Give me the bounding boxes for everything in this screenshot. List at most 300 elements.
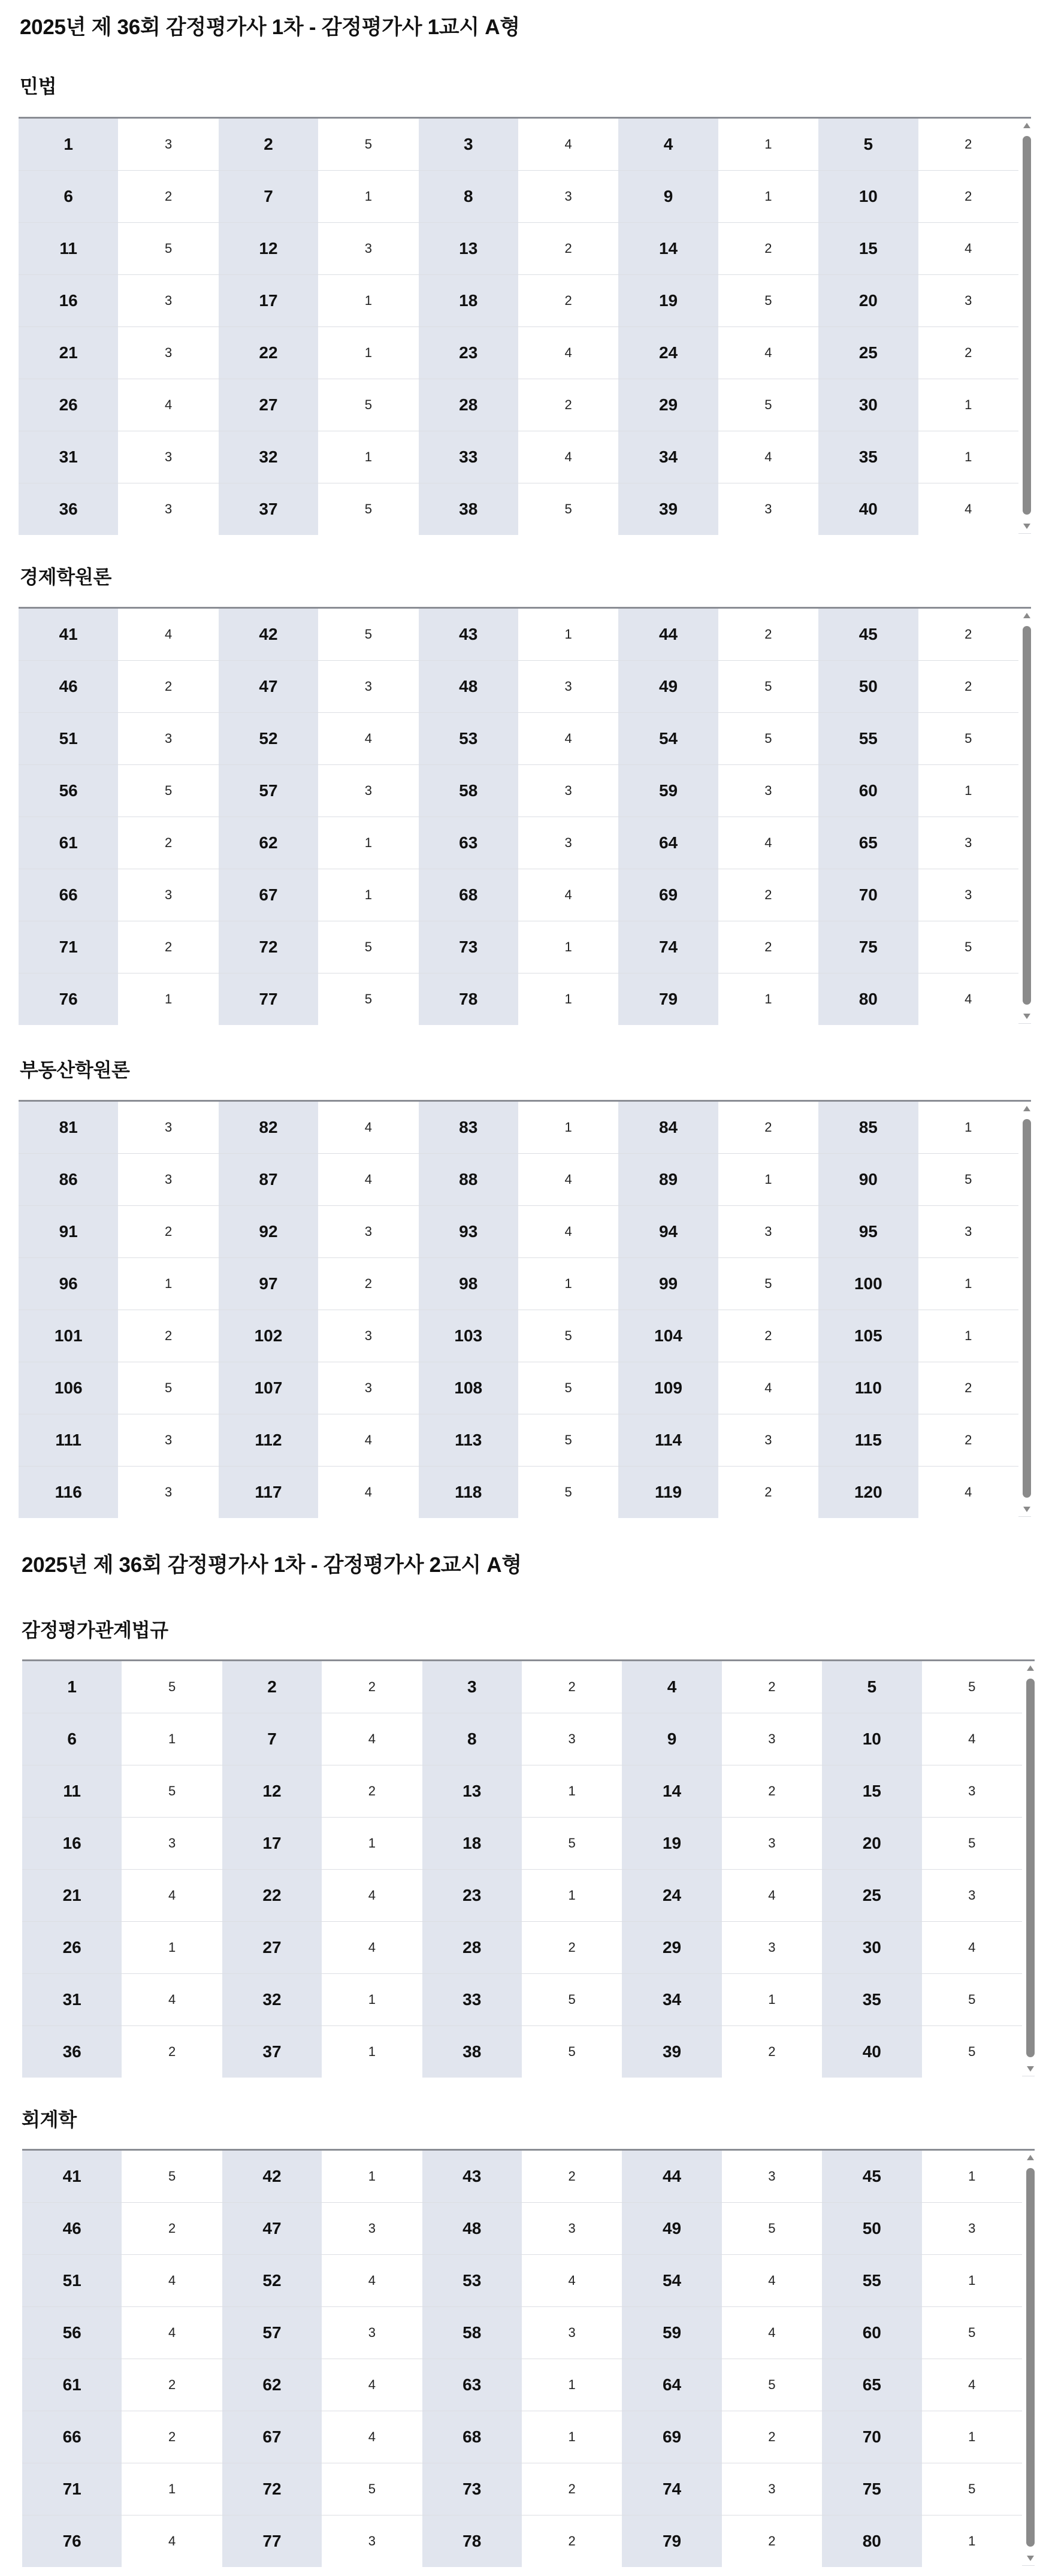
question-number: 10 <box>822 1713 921 1765</box>
answer-value: 1 <box>518 921 618 973</box>
answer-value: 3 <box>122 1818 222 1870</box>
question-number: 83 <box>419 1102 518 1154</box>
question-number: 59 <box>622 2307 721 2359</box>
question-number: 33 <box>422 1974 522 2026</box>
question-number: 56 <box>19 765 118 817</box>
answer-value: 4 <box>318 1154 418 1206</box>
question-number: 39 <box>618 483 718 536</box>
table-row <box>22 1765 1022 1818</box>
scroll-up-arrow-icon[interactable] <box>1027 2155 1034 2160</box>
answer-value: 1 <box>718 171 818 223</box>
answer-value: 5 <box>118 765 218 817</box>
question-number: 66 <box>22 2411 122 2463</box>
question-number: 42 <box>219 609 318 661</box>
question-number: 8 <box>419 171 518 223</box>
table-row <box>22 2203 1022 2255</box>
answer-value: 5 <box>522 2026 622 2078</box>
table-row <box>22 2463 1022 2515</box>
table-row <box>19 1414 1018 1467</box>
question-number: 78 <box>419 973 518 1026</box>
answer-value: 5 <box>122 1661 222 1713</box>
scroll-down-arrow-icon[interactable] <box>1023 1507 1030 1512</box>
answer-value: 4 <box>518 327 618 379</box>
answer-value: 3 <box>118 483 218 536</box>
question-number: 113 <box>419 1414 518 1467</box>
question-number: 115 <box>818 1414 918 1467</box>
answer-value: 3 <box>118 869 218 921</box>
question-number: 27 <box>219 379 318 431</box>
answer-table-container[interactable] <box>19 117 1031 534</box>
question-number: 15 <box>818 223 918 275</box>
answer-value: 2 <box>122 2359 222 2411</box>
question-number: 91 <box>19 1206 118 1258</box>
answer-value: 5 <box>322 2463 422 2515</box>
table-row <box>19 765 1018 817</box>
answer-value: 1 <box>518 609 618 661</box>
table-row <box>22 1974 1022 2026</box>
question-number: 61 <box>22 2359 122 2411</box>
vertical-scrollbar[interactable] <box>1024 2151 1036 2563</box>
question-number: 30 <box>818 379 918 431</box>
subject-title: 부동산학원론 <box>20 1059 130 1081</box>
question-number: 96 <box>19 1258 118 1310</box>
answer-value: 3 <box>318 1206 418 1258</box>
answer-value: 3 <box>118 327 218 379</box>
table-row <box>22 1661 1022 1713</box>
answer-value: 4 <box>518 431 618 483</box>
answer-table <box>19 119 1018 535</box>
table-row <box>19 817 1018 869</box>
question-number: 108 <box>419 1362 518 1414</box>
question-number: 43 <box>422 2151 522 2203</box>
question-number: 18 <box>422 1818 522 1870</box>
answer-value: 3 <box>322 2203 422 2255</box>
question-number: 48 <box>419 661 518 713</box>
question-number: 53 <box>419 713 518 765</box>
answer-value: 3 <box>318 661 418 713</box>
answer-value: 1 <box>318 817 418 869</box>
table-row <box>19 1206 1018 1258</box>
answer-value: 3 <box>522 2307 622 2359</box>
question-number: 26 <box>22 1922 122 1974</box>
question-number: 34 <box>622 1974 721 2026</box>
answer-value: 5 <box>718 661 818 713</box>
question-number: 46 <box>22 2203 122 2255</box>
answer-value: 2 <box>518 379 618 431</box>
question-number: 80 <box>822 2515 921 2568</box>
answer-value: 2 <box>522 1922 622 1974</box>
question-number: 28 <box>422 1922 522 1974</box>
answer-value: 3 <box>518 817 618 869</box>
answer-value: 2 <box>118 1206 218 1258</box>
question-number: 42 <box>222 2151 322 2203</box>
answer-table <box>19 1102 1018 1518</box>
answer-value: 1 <box>118 973 218 1026</box>
answer-value: 2 <box>918 327 1018 379</box>
question-number: 34 <box>618 431 718 483</box>
scroll-up-arrow-icon[interactable] <box>1023 123 1030 128</box>
question-number: 68 <box>422 2411 522 2463</box>
question-number: 51 <box>22 2255 122 2307</box>
table-row <box>19 379 1018 431</box>
question-number: 63 <box>422 2359 522 2411</box>
answer-value: 3 <box>318 765 418 817</box>
table-row <box>19 483 1018 536</box>
question-number: 79 <box>622 2515 721 2568</box>
answer-value: 4 <box>318 1102 418 1154</box>
table-row <box>19 869 1018 921</box>
question-number: 69 <box>618 869 718 921</box>
answer-table-container[interactable] <box>22 2149 1035 2566</box>
answer-value: 1 <box>122 1922 222 1974</box>
table-row <box>19 431 1018 483</box>
answer-value: 3 <box>118 119 218 171</box>
answer-value: 2 <box>118 661 218 713</box>
answer-value: 5 <box>318 119 418 171</box>
answer-value: 5 <box>718 379 818 431</box>
question-number: 31 <box>22 1974 122 2026</box>
question-number: 47 <box>219 661 318 713</box>
question-number: 12 <box>219 223 318 275</box>
question-number: 43 <box>419 609 518 661</box>
question-number: 66 <box>19 869 118 921</box>
answer-value: 5 <box>718 275 818 327</box>
answer-value: 2 <box>722 1661 822 1713</box>
question-number: 10 <box>818 171 918 223</box>
answer-value: 1 <box>318 327 418 379</box>
answer-value: 1 <box>122 2463 222 2515</box>
answer-value: 2 <box>122 2411 222 2463</box>
question-number: 71 <box>19 921 118 973</box>
answer-value: 5 <box>918 1154 1018 1206</box>
question-number: 102 <box>219 1310 318 1362</box>
answer-value: 2 <box>118 817 218 869</box>
question-number: 18 <box>419 275 518 327</box>
question-number: 9 <box>618 171 718 223</box>
answer-value: 2 <box>318 1258 418 1310</box>
answer-value: 4 <box>918 223 1018 275</box>
answer-value: 2 <box>522 2463 622 2515</box>
answer-value: 3 <box>118 275 218 327</box>
question-number: 13 <box>422 1765 522 1818</box>
question-number: 57 <box>222 2307 322 2359</box>
question-number: 84 <box>618 1102 718 1154</box>
question-number: 45 <box>822 2151 921 2203</box>
answer-table <box>22 1661 1022 2078</box>
question-number: 32 <box>222 1974 322 2026</box>
question-number: 73 <box>419 921 518 973</box>
vertical-scrollbar[interactable] <box>1021 609 1033 1021</box>
question-number: 85 <box>818 1102 918 1154</box>
question-number: 114 <box>618 1414 718 1467</box>
answer-value: 4 <box>322 2255 422 2307</box>
answer-value: 3 <box>722 2151 822 2203</box>
question-number: 74 <box>618 921 718 973</box>
question-number: 67 <box>222 2411 322 2463</box>
answer-table-container[interactable] <box>19 607 1031 1024</box>
answer-value: 5 <box>922 2463 1022 2515</box>
answer-value: 4 <box>518 119 618 171</box>
answer-value: 3 <box>118 1102 218 1154</box>
answer-value: 1 <box>922 2151 1022 2203</box>
question-number: 67 <box>219 869 318 921</box>
question-number: 55 <box>822 2255 921 2307</box>
question-number: 87 <box>219 1154 318 1206</box>
answer-value: 2 <box>718 921 818 973</box>
question-number: 15 <box>822 1765 921 1818</box>
question-number: 38 <box>419 483 518 536</box>
answer-value: 4 <box>322 1713 422 1765</box>
answer-value: 2 <box>918 609 1018 661</box>
question-number: 1 <box>19 119 118 171</box>
table-row <box>22 1922 1022 1974</box>
table-row <box>19 327 1018 379</box>
question-number: 49 <box>622 2203 721 2255</box>
question-number: 27 <box>222 1922 322 1974</box>
question-number: 29 <box>618 379 718 431</box>
answer-value: 3 <box>318 1362 418 1414</box>
question-number: 21 <box>19 327 118 379</box>
question-number: 9 <box>622 1713 721 1765</box>
table-row <box>22 1818 1022 1870</box>
answer-value: 2 <box>322 1661 422 1713</box>
question-number: 38 <box>422 2026 522 2078</box>
table-row <box>19 1362 1018 1414</box>
answer-value: 1 <box>322 2026 422 2078</box>
question-number: 16 <box>19 275 118 327</box>
vertical-scrollbar[interactable] <box>1021 119 1033 531</box>
question-number: 69 <box>622 2411 721 2463</box>
question-number: 25 <box>822 1870 921 1922</box>
scroll-down-arrow-icon[interactable] <box>1027 2066 1034 2072</box>
question-number: 45 <box>818 609 918 661</box>
answer-value: 4 <box>318 1414 418 1467</box>
answer-value: 2 <box>918 119 1018 171</box>
question-number: 2 <box>219 119 318 171</box>
answer-value: 2 <box>122 2203 222 2255</box>
question-number: 109 <box>618 1362 718 1414</box>
answer-value: 2 <box>722 2411 822 2463</box>
question-number: 93 <box>419 1206 518 1258</box>
answer-value: 4 <box>722 2307 822 2359</box>
question-number: 11 <box>19 223 118 275</box>
answer-value: 2 <box>918 171 1018 223</box>
answer-value: 1 <box>718 973 818 1026</box>
scroll-down-arrow-icon[interactable] <box>1023 524 1030 529</box>
vertical-scrollbar[interactable] <box>1024 1662 1036 2074</box>
question-number: 37 <box>219 483 318 536</box>
question-number: 13 <box>419 223 518 275</box>
table-row <box>19 921 1018 973</box>
table-row <box>22 1713 1022 1765</box>
answer-value: 1 <box>522 2411 622 2463</box>
answer-value: 5 <box>918 713 1018 765</box>
answer-value: 1 <box>518 1258 618 1310</box>
answer-value: 4 <box>918 973 1018 1026</box>
subject-title: 감정평가관계법규 <box>22 1619 168 1641</box>
question-number: 48 <box>422 2203 522 2255</box>
answer-value: 3 <box>522 2203 622 2255</box>
question-number: 49 <box>618 661 718 713</box>
question-number: 44 <box>622 2151 721 2203</box>
question-number: 22 <box>219 327 318 379</box>
question-number: 55 <box>818 713 918 765</box>
table-row <box>22 2359 1022 2411</box>
question-number: 57 <box>219 765 318 817</box>
answer-value: 3 <box>518 765 618 817</box>
subject-title: 경제학원론 <box>20 566 112 588</box>
question-number: 8 <box>422 1713 522 1765</box>
answer-value: 5 <box>318 609 418 661</box>
scrollbar-thumb[interactable] <box>1026 2168 1035 2547</box>
question-number: 3 <box>422 1661 522 1713</box>
answer-value: 2 <box>518 223 618 275</box>
question-number: 98 <box>419 1258 518 1310</box>
question-number: 97 <box>219 1258 318 1310</box>
answer-value: 4 <box>922 1922 1022 1974</box>
question-number: 118 <box>419 1467 518 1519</box>
question-number: 40 <box>818 483 918 536</box>
answer-value: 4 <box>322 1870 422 1922</box>
question-number: 56 <box>22 2307 122 2359</box>
question-number: 28 <box>419 379 518 431</box>
answer-value: 2 <box>718 1310 818 1362</box>
question-number: 58 <box>419 765 518 817</box>
question-number: 62 <box>222 2359 322 2411</box>
answer-value: 2 <box>118 921 218 973</box>
question-number: 46 <box>19 661 118 713</box>
scroll-up-arrow-icon[interactable] <box>1023 1106 1030 1111</box>
exam-title: 2025년 제 36회 감정평가사 1차 - 감정평가사 1교시 A형 <box>20 16 520 39</box>
answer-value: 4 <box>322 1922 422 1974</box>
answer-value: 5 <box>122 2151 222 2203</box>
answer-value: 1 <box>322 1818 422 1870</box>
answer-value: 3 <box>722 1818 822 1870</box>
answer-value: 5 <box>722 2203 822 2255</box>
answer-value: 2 <box>918 661 1018 713</box>
answer-value: 2 <box>722 1765 822 1818</box>
question-number: 74 <box>622 2463 721 2515</box>
answer-value: 1 <box>322 1974 422 2026</box>
answer-value: 4 <box>322 2359 422 2411</box>
table-row <box>19 1154 1018 1206</box>
question-number: 23 <box>419 327 518 379</box>
question-number: 36 <box>22 2026 122 2078</box>
answer-value: 1 <box>318 869 418 921</box>
answer-value: 1 <box>918 1258 1018 1310</box>
answer-value: 4 <box>318 1467 418 1519</box>
question-number: 68 <box>419 869 518 921</box>
vertical-scrollbar[interactable] <box>1021 1102 1033 1514</box>
answer-value: 1 <box>918 765 1018 817</box>
answer-value: 1 <box>922 2255 1022 2307</box>
answer-value: 3 <box>318 223 418 275</box>
question-number: 4 <box>618 119 718 171</box>
answer-value: 4 <box>722 1870 822 1922</box>
answer-value: 5 <box>718 1258 818 1310</box>
answer-value: 2 <box>522 2151 622 2203</box>
question-number: 24 <box>618 327 718 379</box>
answer-value: 3 <box>718 765 818 817</box>
answer-value: 1 <box>318 431 418 483</box>
answer-value: 1 <box>918 1310 1018 1362</box>
answer-value: 5 <box>518 483 618 536</box>
answer-value: 1 <box>922 2515 1022 2568</box>
scroll-up-arrow-icon[interactable] <box>1027 1665 1034 1671</box>
answer-table-container[interactable] <box>19 1100 1031 1517</box>
question-number: 72 <box>222 2463 322 2515</box>
answer-value: 3 <box>118 1467 218 1519</box>
question-number: 5 <box>818 119 918 171</box>
question-number: 88 <box>419 1154 518 1206</box>
scroll-down-arrow-icon[interactable] <box>1027 2556 1034 2561</box>
question-number: 75 <box>822 2463 921 2515</box>
question-number: 76 <box>19 973 118 1026</box>
answer-value: 3 <box>322 2307 422 2359</box>
question-number: 17 <box>219 275 318 327</box>
table-row <box>19 661 1018 713</box>
table-row <box>22 2026 1022 2078</box>
question-number: 60 <box>818 765 918 817</box>
question-number: 31 <box>19 431 118 483</box>
answer-value: 4 <box>318 713 418 765</box>
answer-value: 2 <box>322 1765 422 1818</box>
answer-value: 4 <box>122 1870 222 1922</box>
answer-value: 4 <box>518 1206 618 1258</box>
answer-value: 3 <box>118 1154 218 1206</box>
answer-table-container[interactable] <box>22 1659 1035 2076</box>
answer-value: 1 <box>518 1102 618 1154</box>
answer-value: 4 <box>122 2515 222 2568</box>
answer-value: 2 <box>118 1310 218 1362</box>
question-number: 94 <box>618 1206 718 1258</box>
answer-value: 5 <box>922 1661 1022 1713</box>
question-number: 65 <box>818 817 918 869</box>
question-number: 23 <box>422 1870 522 1922</box>
answer-value: 2 <box>522 1661 622 1713</box>
scroll-down-arrow-icon[interactable] <box>1023 1014 1030 1019</box>
question-number: 72 <box>219 921 318 973</box>
question-number: 24 <box>622 1870 721 1922</box>
answer-value: 4 <box>718 431 818 483</box>
question-number: 92 <box>219 1206 318 1258</box>
question-number: 58 <box>422 2307 522 2359</box>
question-number: 19 <box>618 275 718 327</box>
answer-value: 4 <box>922 1713 1022 1765</box>
scrollbar-thumb[interactable] <box>1023 1119 1031 1498</box>
answer-value: 3 <box>718 1414 818 1467</box>
question-number: 51 <box>19 713 118 765</box>
scrollbar-thumb[interactable] <box>1023 626 1031 1005</box>
question-number: 86 <box>19 1154 118 1206</box>
answer-value: 1 <box>322 2151 422 2203</box>
question-number: 6 <box>19 171 118 223</box>
question-number: 26 <box>19 379 118 431</box>
scrollbar-thumb[interactable] <box>1023 136 1031 515</box>
scroll-up-arrow-icon[interactable] <box>1023 613 1030 618</box>
answer-value: 1 <box>318 275 418 327</box>
answer-value: 2 <box>718 609 818 661</box>
answer-value: 1 <box>522 1870 622 1922</box>
table-row <box>22 2255 1022 2307</box>
question-number: 107 <box>219 1362 318 1414</box>
answer-value: 1 <box>522 1765 622 1818</box>
answer-value: 5 <box>522 1974 622 2026</box>
question-number: 17 <box>222 1818 322 1870</box>
scrollbar-thumb[interactable] <box>1026 1679 1035 2057</box>
answer-table <box>22 2151 1022 2567</box>
table-row <box>22 2151 1022 2203</box>
